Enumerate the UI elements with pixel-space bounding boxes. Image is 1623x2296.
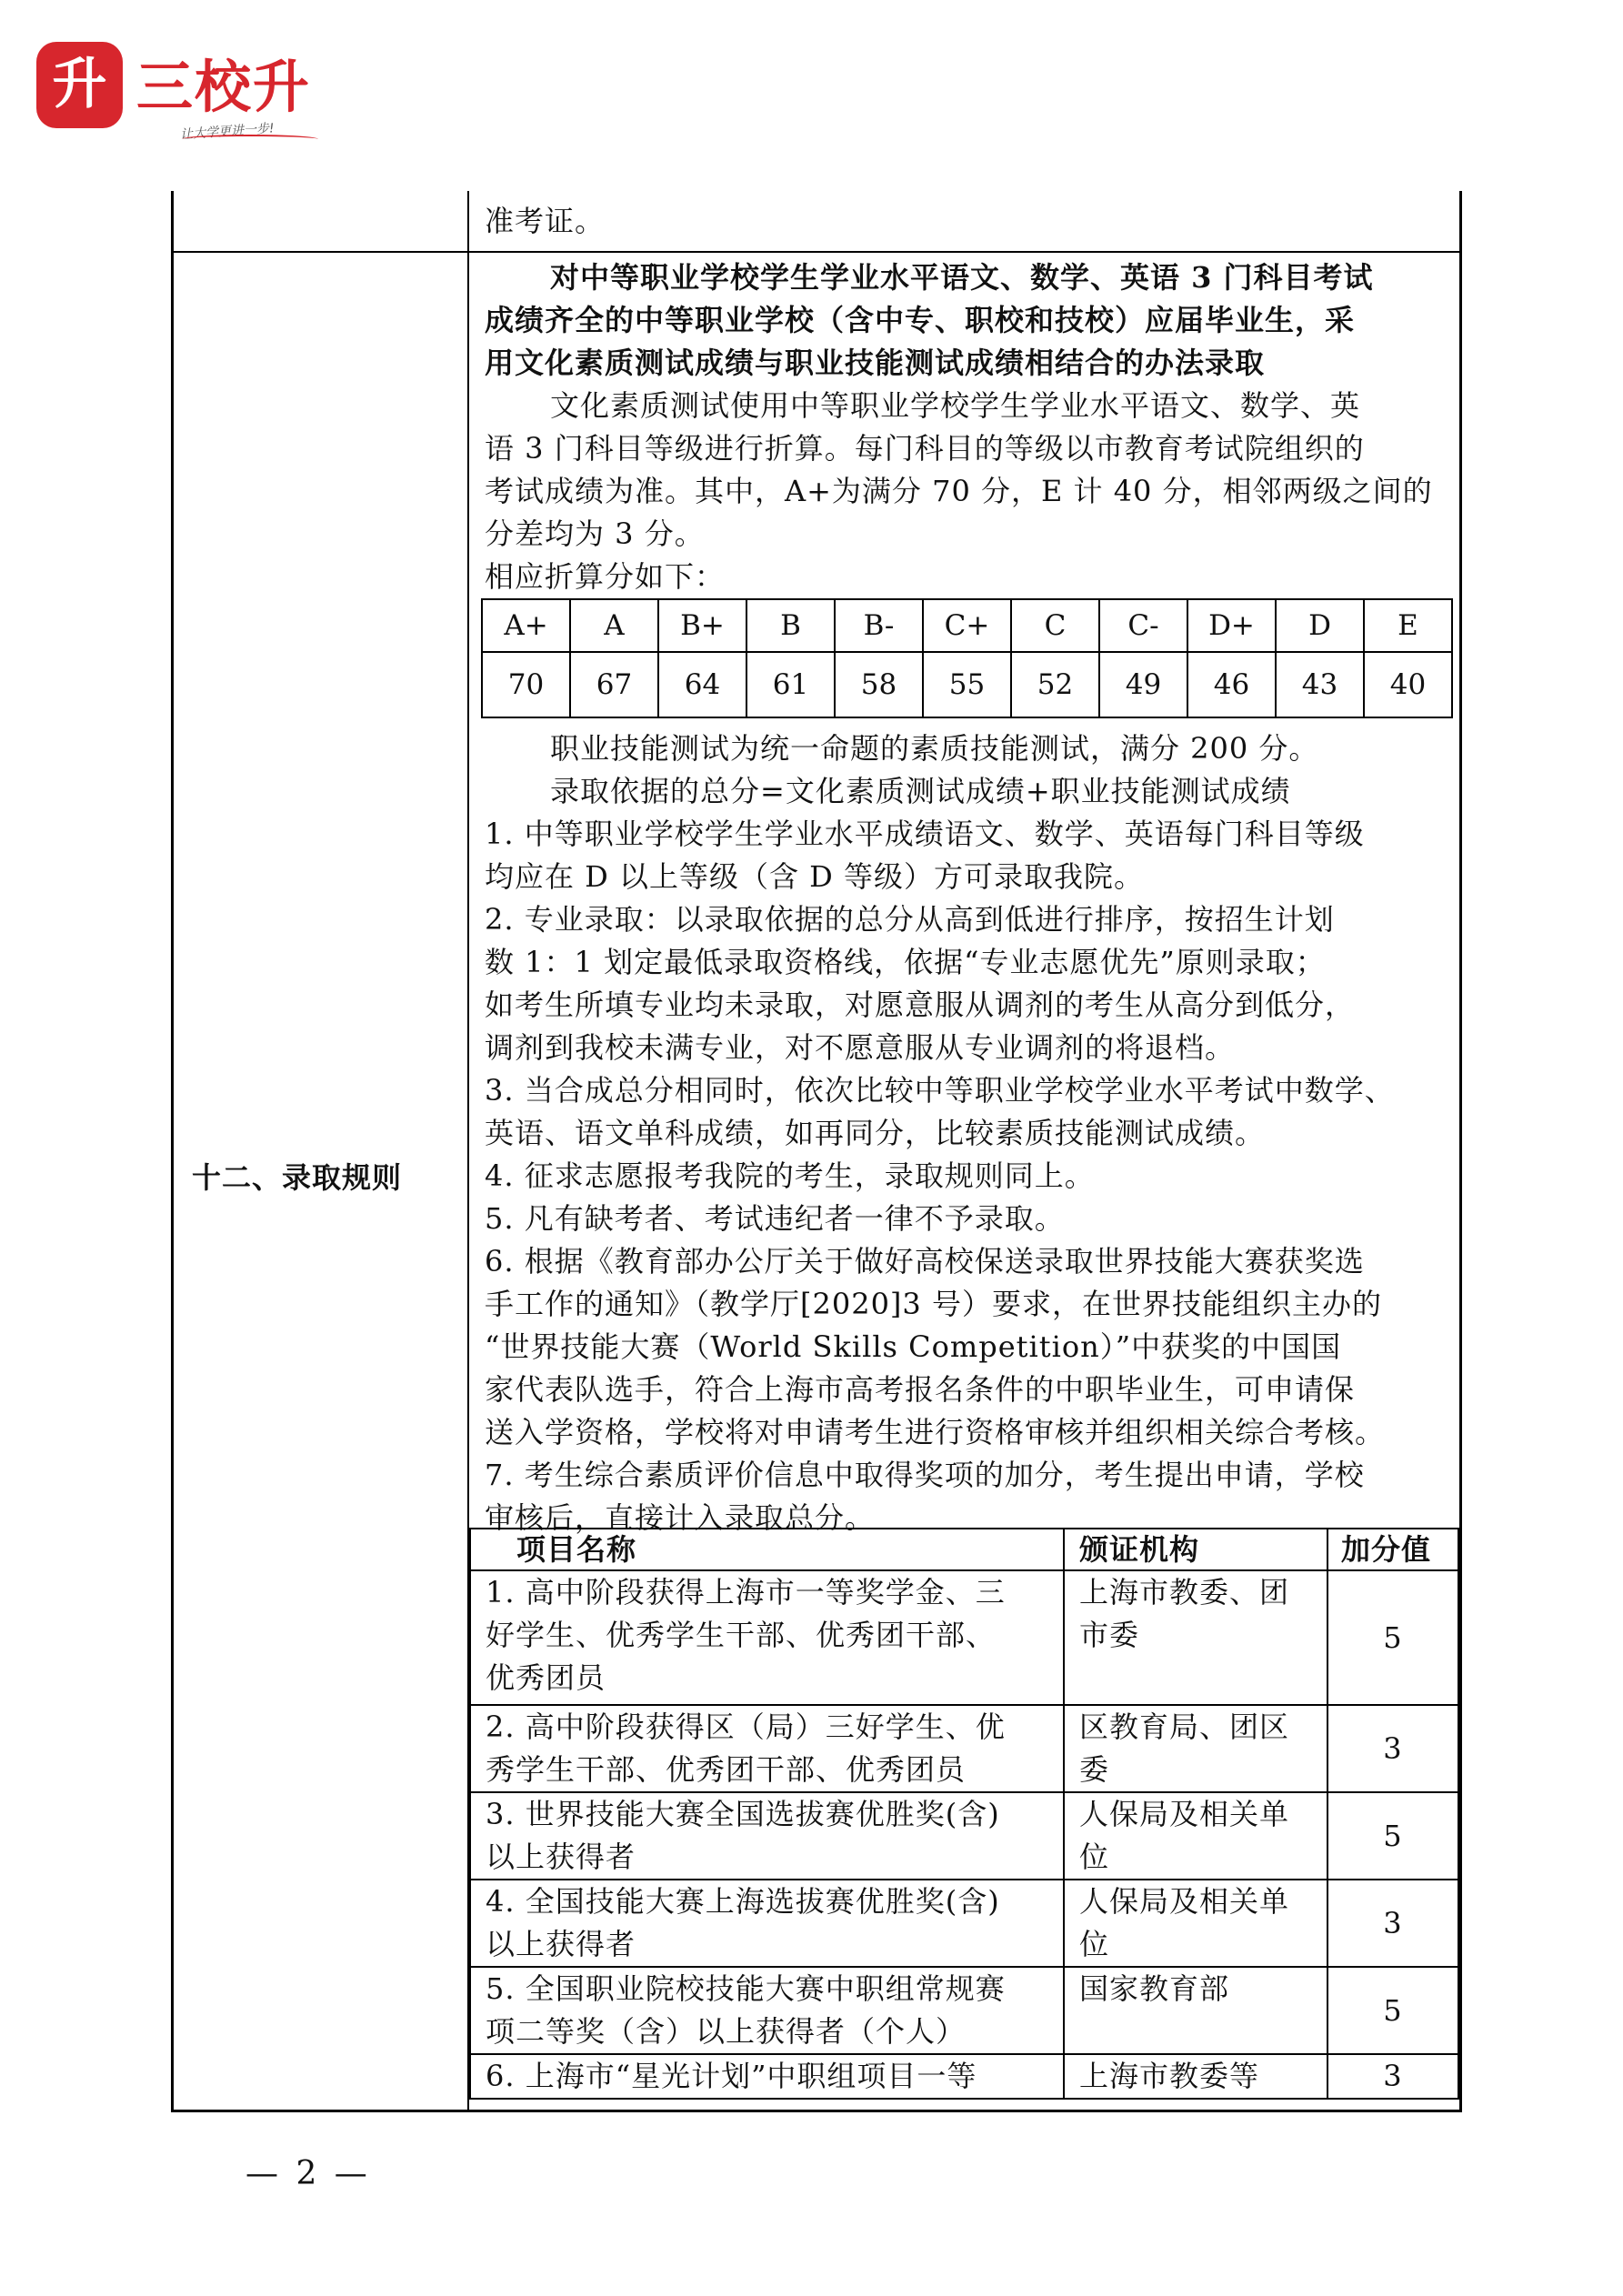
score-row (482, 652, 1452, 717)
bonus-item-line: 1. 高中阶段获得上海市一等奖学金、三 (486, 1575, 1006, 1609)
logo (36, 33, 336, 142)
rules-list (485, 813, 1448, 1539)
paragraph-line: 职业技能测试为统一命题的素质技能测试，满分 200 分。 (550, 731, 1319, 766)
bonus-org (1064, 1705, 1327, 1792)
row-divider (174, 251, 1459, 253)
bonus-org-line: 委 (1078, 1752, 1109, 1787)
rule-line: “世界技能大赛（World Skills Competition）”中获奖的中国国 (485, 1329, 1342, 1364)
grade-cell: B (746, 599, 835, 652)
page-number: — 2 — (245, 2155, 371, 2192)
bonus-item-line: 优秀团员 (486, 1660, 606, 1695)
grade-cell: A (570, 599, 658, 652)
bonus-row (470, 1880, 1458, 1967)
bonus-item-line: 4. 全国技能大赛上海选拔赛优胜奖(含) (486, 1884, 1000, 1919)
grade-cell: B+ (658, 599, 746, 652)
bonus-org (1064, 1792, 1327, 1880)
bonus-item-line: 5. 全国职业院校技能大赛中职组常规赛 (486, 1971, 1006, 2006)
grade-cell: D (1276, 599, 1364, 652)
rule-line: 均应在 D 以上等级（含 D 等级）方可录取我院。 (485, 859, 1145, 894)
rule-line: 3. 当合成总分相同时，依次比较中等职业学校学业水平考试中数学、 (485, 1073, 1395, 1108)
header-points: 加分值 (1327, 1529, 1458, 1570)
rule-line: 6. 根据《教育部办公厅关于做好高校保送录取世界技能大赛获奖选 (485, 1244, 1365, 1278)
bonus-row (470, 1705, 1458, 1792)
rule-line: 英语、语文单科成绩，如再同分，比较素质技能测试成绩。 (485, 1116, 1266, 1150)
header-org: 颁证机构 (1064, 1529, 1327, 1570)
bonus-item-line: 秀学生干部、优秀团干部、优秀团员 (486, 1752, 967, 1787)
bonus-org-line: 位 (1078, 1840, 1109, 1874)
bonus-row (470, 1967, 1458, 2054)
grade-cell: A+ (482, 599, 570, 652)
bonus-item (470, 1880, 1064, 1967)
grade-cell: C (1011, 599, 1099, 652)
rule-line: 1. 中等职业学校学生学业水平成绩语文、数学、英语每门科目等级 (485, 817, 1365, 851)
bonus-org-line: 人保局及相关单 (1078, 1884, 1289, 1919)
bonus-org (1064, 1570, 1327, 1705)
score-cell: 52 (1011, 652, 1099, 717)
bonus-item-line: 3. 世界技能大赛全国选拔赛优胜奖(含) (486, 1797, 1000, 1831)
paragraph-line: 考试成绩为准。其中，A+为满分 70 分，E 计 40 分，相邻两级之间的 (485, 474, 1433, 508)
score-cell: 67 (570, 652, 658, 717)
logo-badge: 升 (36, 42, 123, 128)
bonus-item-line: 6. 上海市“星光计划”中职组项目一等 (486, 2059, 977, 2093)
paragraph-line: 分差均为 3 分。 (485, 516, 705, 551)
bonus-header-row (470, 1529, 1458, 1570)
bonus-org-line: 区教育局、团区 (1078, 1709, 1289, 1744)
bonus-body (470, 1570, 1458, 2099)
logo-swoosh (182, 135, 318, 144)
bold-line: 成绩齐全的中等职业学校（含中专、职校和技校）应届毕业生，采 (485, 303, 1356, 337)
rule-line: 手工作的通知》（教学厅[2020]3 号）要求，在世界技能组织主办的 (485, 1287, 1382, 1321)
grade-cell: D+ (1187, 599, 1276, 652)
score-cell: 55 (923, 652, 1011, 717)
bonus-points: 3 (1327, 2054, 1458, 2099)
rule-line: 审核后，直接计入录取总分。 (485, 1500, 876, 1535)
score-cell: 49 (1099, 652, 1187, 717)
paragraph-line: 录取依据的总分=文化素质测试成绩+职业技能测试成绩 (550, 774, 1291, 808)
bonus-row (470, 1792, 1458, 1880)
bonus-org-line: 位 (1078, 1927, 1109, 1961)
bonus-org-line: 市委 (1078, 1618, 1139, 1652)
score-cell: 70 (482, 652, 570, 717)
rule-line: 5. 凡有缺考者、考试违纪者一律不予录取。 (485, 1201, 1065, 1236)
grade-conversion-table (481, 598, 1453, 718)
bonus-org-line: 上海市教委、团 (1078, 1575, 1289, 1609)
bonus-points: 3 (1327, 1705, 1458, 1792)
bonus-row (470, 1570, 1458, 1705)
bold-line: 对中等职业学校学生学业水平语文、数学、英语 3 门科目考试 (550, 260, 1374, 295)
rule-line: 调剂到我校未满专业，对不愿意服从专业调剂的将退档。 (485, 1030, 1236, 1065)
bonus-org (1064, 1967, 1327, 2054)
top-cell-text: 准考证。 (485, 204, 606, 238)
score-cell: 43 (1276, 652, 1364, 717)
bonus-points: 3 (1327, 1880, 1458, 1967)
rule-line: 家代表队选手，符合上海市高考报名条件的中职毕业生，可申请保 (485, 1372, 1356, 1407)
bonus-item-line: 以上获得者 (486, 1840, 636, 1874)
bonus-item-line: 好学生、优秀学生干部、优秀团干部、 (486, 1618, 997, 1652)
score-cell: 64 (658, 652, 746, 717)
bonus-org-line: 人保局及相关单 (1078, 1797, 1289, 1831)
bonus-item-line: 项二等奖（含）以上获得者（个人） (486, 2014, 967, 2049)
grade-row (482, 599, 1452, 652)
bonus-item (470, 1967, 1064, 2054)
rules-table (171, 191, 1462, 2112)
bonus-points: 5 (1327, 1570, 1458, 1705)
paragraph-line: 语 3 门科目等级进行折算。每门科目的等级以市教育考试院组织的 (485, 431, 1365, 466)
bold-line: 用文化素质测试成绩与职业技能测试成绩相结合的办法录取 (485, 346, 1266, 380)
bonus-item (470, 1570, 1064, 1705)
bonus-item (470, 1705, 1064, 1792)
rule-line: 送入学资格，学校将对申请考生进行资格审核并组织相关综合考核。 (485, 1415, 1386, 1449)
logo-slogan: 让大学更进一步! (179, 121, 276, 143)
rule-line: 4. 征求志愿报考我院的考生，录取规则同上。 (485, 1158, 1095, 1193)
bonus-org (1064, 1880, 1327, 1967)
score-cell: 58 (835, 652, 923, 717)
bonus-org-line: 上海市教委等 (1078, 2059, 1259, 2093)
bonus-item-line: 以上获得者 (486, 1927, 636, 1961)
bonus-org (1064, 2054, 1327, 2099)
rule-line: 7. 考生综合素质评价信息中取得奖项的加分，考生提出申请，学校 (485, 1458, 1365, 1492)
score-cell: 46 (1187, 652, 1276, 717)
bonus-item-line: 2. 高中阶段获得区（局）三好学生、优 (486, 1709, 1006, 1744)
paragraph-line: 相应折算分如下： (485, 559, 726, 594)
grade-cell: B- (835, 599, 923, 652)
grade-cell: C+ (923, 599, 1011, 652)
header-item: 项目名称 (470, 1529, 1064, 1570)
score-cell: 61 (746, 652, 835, 717)
rules-content (485, 256, 1448, 1539)
rule-line: 2. 专业录取：以录取依据的总分从高到低进行排序，按招生计划 (485, 902, 1335, 937)
bonus-points: 5 (1327, 1967, 1458, 2054)
grade-cell: E (1364, 599, 1452, 652)
score-cell: 40 (1364, 652, 1452, 717)
bonus-org-line: 国家教育部 (1078, 1971, 1229, 2006)
bonus-points: 5 (1327, 1792, 1458, 1880)
bonus-row (470, 2054, 1458, 2099)
rule-line: 数 1：1 划定最低录取资格线，依据“专业志愿优先”原则录取； (485, 945, 1326, 979)
rule-line: 如考生所填专业均未录取，对愿意服从调剂的考生从高分到低分， (485, 988, 1356, 1022)
bonus-item (470, 2054, 1064, 2099)
bonus-points-table (469, 1528, 1459, 2100)
grade-cell: C- (1099, 599, 1187, 652)
bonus-item (470, 1792, 1064, 1880)
paragraph-line: 文化素质测试使用中等职业学校学生学业水平语文、数学、英 (550, 388, 1361, 423)
section-label: 十二、录取规则 (192, 1160, 403, 1195)
logo-name: 三校升 (136, 54, 312, 120)
